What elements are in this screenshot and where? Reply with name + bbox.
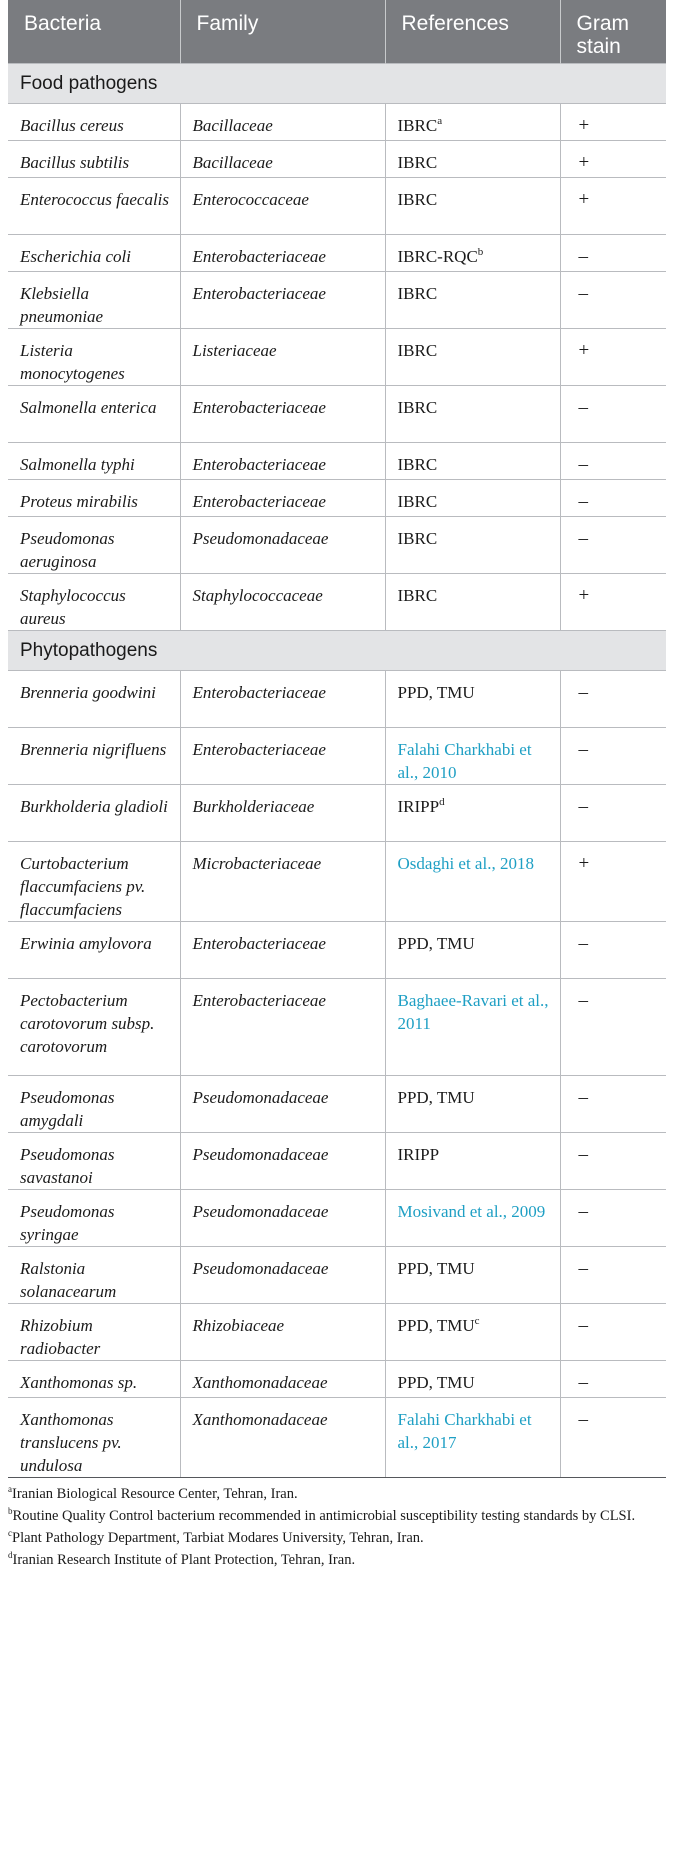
table-row	[8, 1304, 666, 1361]
reference-cell	[385, 671, 560, 728]
header-references: References	[385, 0, 560, 64]
table-row	[8, 785, 666, 842]
section-title: Food pathogens	[8, 64, 666, 104]
reference-text: IBRC	[397, 341, 438, 360]
family-cell: Pseudomonadaceae	[180, 1247, 385, 1304]
table-row	[8, 728, 666, 785]
table-row	[8, 671, 666, 728]
family-cell: Listeriaceae	[180, 329, 385, 386]
reference-text: IBRC	[397, 529, 438, 548]
footnote-mark: b	[8, 1506, 13, 1516]
bacteria-cell: Xanthomonas sp.	[8, 1361, 180, 1398]
reference-cell	[385, 1247, 560, 1304]
footnote	[8, 1506, 666, 1526]
footnote	[8, 1528, 666, 1548]
bacteria-cell: Bacillus cereus	[8, 104, 180, 141]
footnote-text: Plant Pathology Department, Tarbiat Modares University, Tehran, Iran.	[12, 1530, 424, 1546]
family-cell: Bacillaceae	[180, 141, 385, 178]
footnote	[8, 1550, 666, 1570]
reference-text: Osdaghi et al., 2018	[397, 854, 534, 873]
family-cell: Bacillaceae	[180, 104, 385, 141]
reference-text: IRIPP	[397, 797, 440, 816]
table-row	[8, 443, 666, 480]
header-gram-stain: Gram stain	[560, 0, 666, 64]
family-cell: Enterobacteriaceae	[180, 480, 385, 517]
footnote	[8, 1484, 666, 1504]
table-row	[8, 1247, 666, 1304]
table-row	[8, 1190, 666, 1247]
footnote-marker: a	[437, 115, 443, 127]
bacteria-cell: Ralstonia solanacearum	[8, 1247, 180, 1304]
reference-cell	[385, 141, 560, 178]
reference-text: PPD, TMU	[397, 683, 475, 702]
gram-stain-cell: –	[560, 480, 666, 517]
family-cell: Enterobacteriaceae	[180, 443, 385, 480]
bacteria-cell: Pseudomonas aeruginosa	[8, 517, 180, 574]
table-row	[8, 235, 666, 272]
family-cell: Enterobacteriaceae	[180, 386, 385, 443]
header-bacteria: Bacteria	[8, 0, 180, 64]
reference-cell	[385, 1304, 560, 1361]
family-cell: Pseudomonadaceae	[180, 1190, 385, 1247]
gram-stain-cell: +	[560, 178, 666, 235]
bacteria-cell: Brenneria nigrifluens	[8, 728, 180, 785]
reference-text: IBRC-RQC	[397, 247, 478, 266]
bacteria-cell: Pseudomonas savastanoi	[8, 1133, 180, 1190]
bacteria-cell: Bacillus subtilis	[8, 141, 180, 178]
reference-link[interactable]	[385, 842, 560, 922]
gram-stain-cell: +	[560, 329, 666, 386]
gram-stain-cell: –	[560, 728, 666, 785]
table-row	[8, 480, 666, 517]
table-row	[8, 272, 666, 329]
reference-cell	[385, 922, 560, 979]
bacteria-cell: Proteus mirabilis	[8, 480, 180, 517]
gram-stain-cell: +	[560, 141, 666, 178]
family-cell: Microbacteriaceae	[180, 842, 385, 922]
reference-cell	[385, 272, 560, 329]
gram-stain-cell: –	[560, 517, 666, 574]
reference-cell	[385, 329, 560, 386]
gram-stain-cell: +	[560, 574, 666, 631]
family-cell: Enterobacteriaceae	[180, 235, 385, 272]
section-title: Phytopathogens	[8, 631, 666, 671]
section-row	[8, 631, 666, 671]
footnote-marker: c	[474, 1315, 480, 1327]
reference-text: PPD, TMU	[397, 934, 475, 953]
reference-cell	[385, 574, 560, 631]
gram-stain-cell: –	[560, 386, 666, 443]
reference-cell	[385, 785, 560, 842]
table-header	[8, 0, 666, 64]
family-cell: Enterobacteriaceae	[180, 922, 385, 979]
gram-stain-cell: –	[560, 1361, 666, 1398]
family-cell: Pseudomonadaceae	[180, 1076, 385, 1133]
document	[8, 0, 666, 1572]
bacteria-cell: Erwinia amylovora	[8, 922, 180, 979]
reference-text: IBRC	[397, 398, 438, 417]
gram-stain-cell: –	[560, 785, 666, 842]
family-cell: Burkholderiaceae	[180, 785, 385, 842]
header-family: Family	[180, 0, 385, 64]
gram-stain-cell: –	[560, 1247, 666, 1304]
reference-text: IRIPP	[397, 1145, 440, 1164]
table-row	[8, 842, 666, 922]
reference-text: IBRC	[397, 455, 438, 474]
bacteria-cell: Pseudomonas syringae	[8, 1190, 180, 1247]
table-row	[8, 574, 666, 631]
gram-stain-cell: –	[560, 671, 666, 728]
family-cell: Pseudomonadaceae	[180, 517, 385, 574]
family-cell: Rhizobiaceae	[180, 1304, 385, 1361]
table-row	[8, 1133, 666, 1190]
reference-text: IBRC	[397, 284, 438, 303]
table-row	[8, 386, 666, 443]
reference-link[interactable]	[385, 728, 560, 785]
table-row	[8, 1076, 666, 1133]
gram-stain-cell: –	[560, 1076, 666, 1133]
footnote-text: Iranian Research Institute of Plant Protection, Tehran, Iran.	[12, 1552, 356, 1568]
bacteria-cell: Curtobacterium flaccumfaciens pv. flaccumfaciens	[8, 842, 180, 922]
reference-text: PPD, TMU	[397, 1316, 475, 1335]
table-row	[8, 922, 666, 979]
bacteria-table	[8, 0, 666, 1478]
gram-stain-cell: –	[560, 1133, 666, 1190]
gram-stain-cell: +	[560, 104, 666, 141]
bacteria-cell: Listeria monocytogenes	[8, 329, 180, 386]
reference-text: Baghaee-Ravari et al., 2011	[397, 991, 549, 1033]
reference-cell	[385, 1133, 560, 1190]
reference-cell	[385, 104, 560, 141]
footnote-marker: d	[439, 796, 445, 808]
gram-stain-cell: –	[560, 1190, 666, 1247]
table-row	[8, 178, 666, 235]
family-cell: Pseudomonadaceae	[180, 1133, 385, 1190]
table-row	[8, 141, 666, 178]
family-cell: Staphylococcaceae	[180, 574, 385, 631]
bacteria-cell: Brenneria goodwini	[8, 671, 180, 728]
family-cell: Xanthomonadaceae	[180, 1361, 385, 1398]
family-cell: Enterobacteriaceae	[180, 272, 385, 329]
footnotes	[8, 1484, 666, 1570]
reference-cell	[385, 235, 560, 272]
table-row	[8, 104, 666, 141]
family-cell: Enterobacteriaceae	[180, 979, 385, 1076]
gram-stain-cell: –	[560, 235, 666, 272]
table-row	[8, 517, 666, 574]
gram-stain-cell: –	[560, 1398, 666, 1478]
footnote-mark: d	[8, 1550, 13, 1560]
bacteria-cell: Rhizobium radiobacter	[8, 1304, 180, 1361]
reference-cell	[385, 1361, 560, 1398]
footnote-mark: c	[8, 1528, 12, 1538]
reference-text: Mosivand et al., 2009	[397, 1202, 546, 1221]
footnote-mark: a	[8, 1484, 12, 1494]
bacteria-cell: Klebsiella pneumoniae	[8, 272, 180, 329]
reference-text: IBRC	[397, 116, 438, 135]
reference-text: Falahi Charkhabi et al., 2010	[397, 740, 532, 782]
reference-cell	[385, 1076, 560, 1133]
bacteria-cell: Pectobacterium carotovorum subsp. carotovorum	[8, 979, 180, 1076]
reference-text: PPD, TMU	[397, 1088, 475, 1107]
reference-text: IBRC	[397, 153, 438, 172]
table-row	[8, 1361, 666, 1398]
reference-text: IBRC	[397, 190, 438, 209]
reference-cell	[385, 443, 560, 480]
reference-cell	[385, 386, 560, 443]
family-cell: Enterobacteriaceae	[180, 728, 385, 785]
gram-stain-cell: –	[560, 272, 666, 329]
family-cell: Enterobacteriaceae	[180, 671, 385, 728]
reference-link[interactable]	[385, 1190, 560, 1247]
bacteria-cell: Enterococcus faecalis	[8, 178, 180, 235]
reference-link[interactable]	[385, 1398, 560, 1478]
reference-text: Falahi Charkhabi et al., 2017	[397, 1410, 532, 1452]
bacteria-cell: Xanthomonas translucens pv. undulosa	[8, 1398, 180, 1478]
footnote-text: Iranian Biological Resource Center, Tehran, Iran.	[12, 1486, 298, 1502]
reference-text: IBRC	[397, 586, 438, 605]
reference-cell	[385, 517, 560, 574]
table-body	[8, 64, 666, 1478]
bacteria-cell: Pseudomonas amygdali	[8, 1076, 180, 1133]
gram-stain-cell: +	[560, 842, 666, 922]
bacteria-cell: Salmonella typhi	[8, 443, 180, 480]
family-cell: Enterococcaceae	[180, 178, 385, 235]
gram-stain-cell: –	[560, 443, 666, 480]
reference-text: PPD, TMU	[397, 1259, 475, 1278]
footnote-text: Routine Quality Control bacterium recommended in antimicrobial susceptibility testing standards by CLSI.	[12, 1508, 636, 1524]
reference-link[interactable]	[385, 979, 560, 1076]
bacteria-cell: Staphylococcus aureus	[8, 574, 180, 631]
gram-stain-cell: –	[560, 1304, 666, 1361]
table-row	[8, 329, 666, 386]
bacteria-cell: Salmonella enterica	[8, 386, 180, 443]
bacteria-cell: Burkholderia gladioli	[8, 785, 180, 842]
gram-stain-cell: –	[560, 979, 666, 1076]
header-row	[8, 0, 666, 64]
table-row	[8, 979, 666, 1076]
footnote-marker: b	[477, 246, 484, 258]
reference-text: IBRC	[397, 492, 438, 511]
bacteria-cell: Escherichia coli	[8, 235, 180, 272]
reference-cell	[385, 480, 560, 517]
table-row	[8, 1398, 666, 1478]
reference-cell	[385, 178, 560, 235]
section-row	[8, 64, 666, 104]
family-cell: Xanthomonadaceae	[180, 1398, 385, 1478]
gram-stain-cell: –	[560, 922, 666, 979]
reference-text: PPD, TMU	[397, 1373, 475, 1392]
